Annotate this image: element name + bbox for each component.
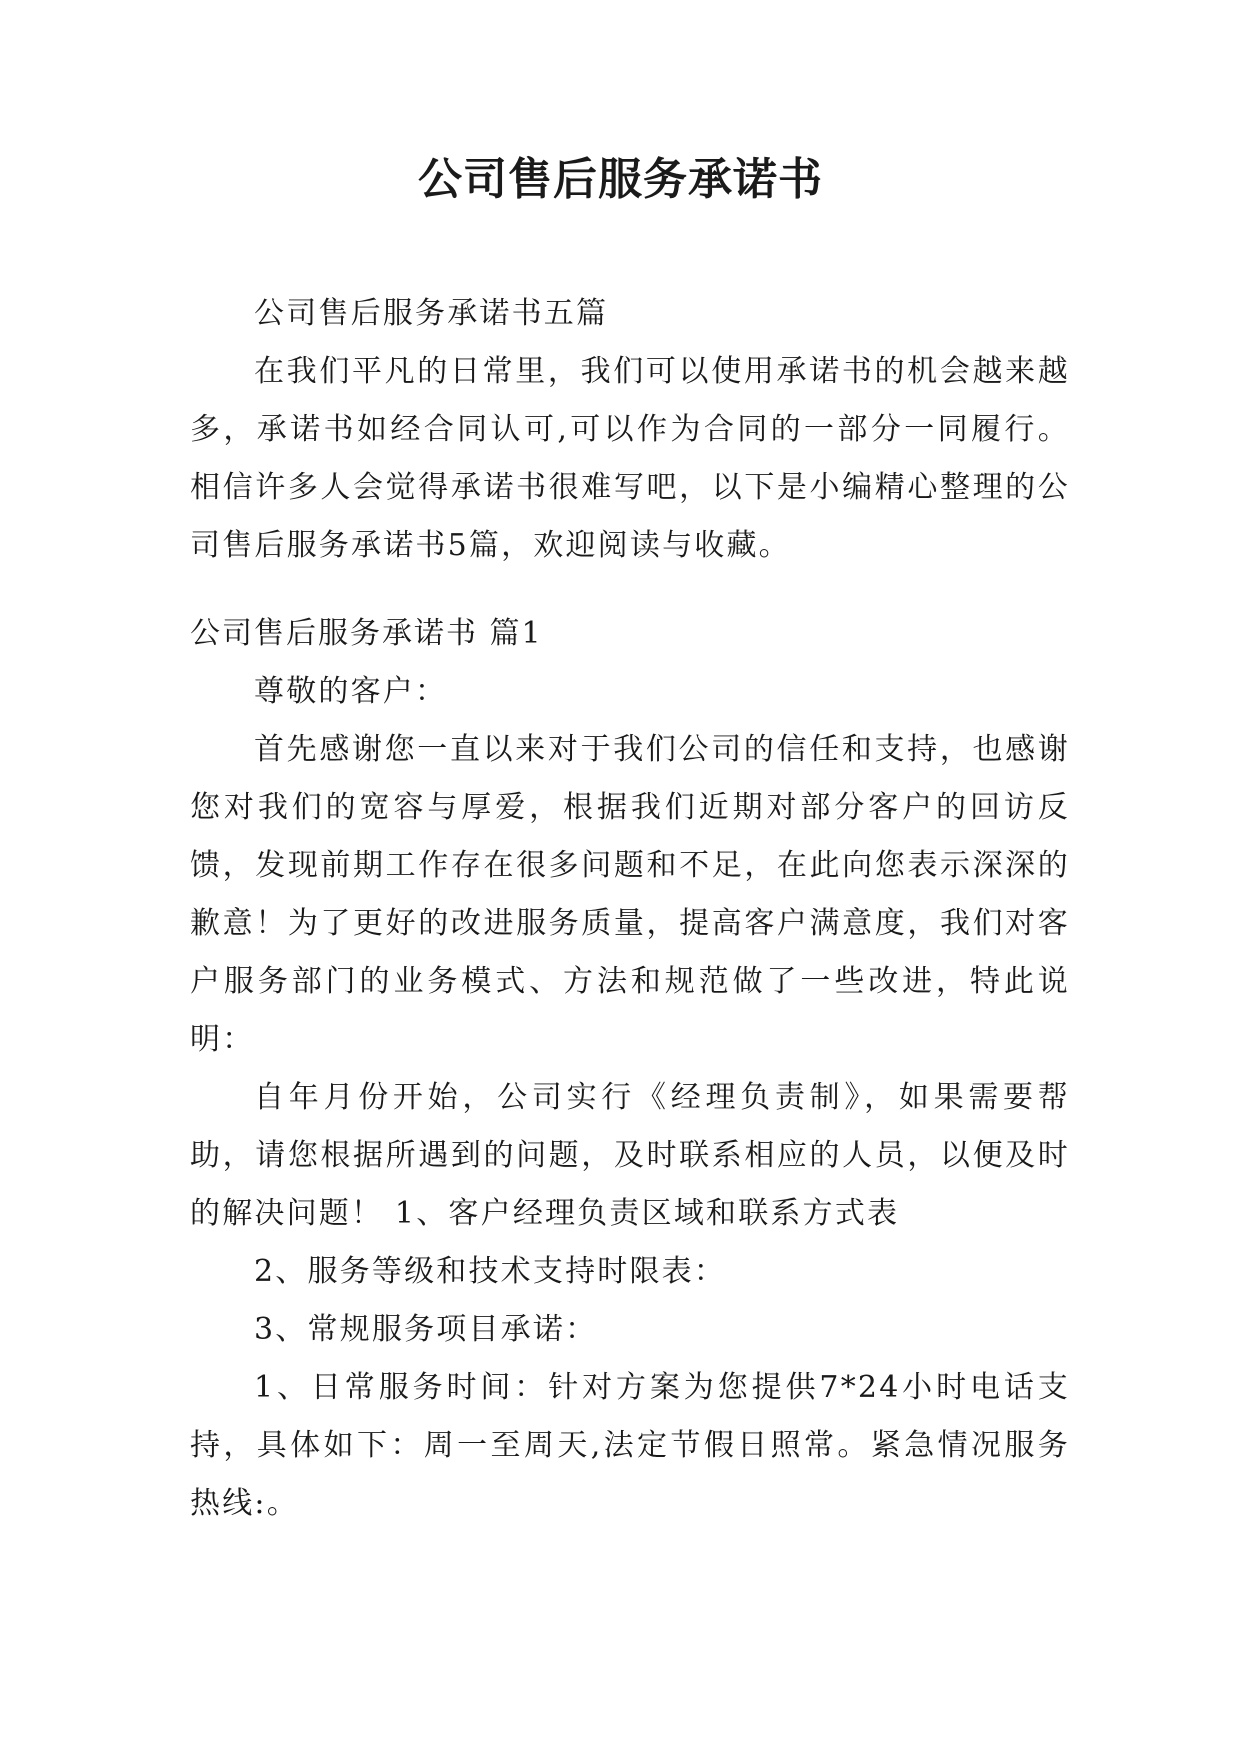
list-item: 1、日常服务时间：针对方案为您提供7*24小时电话支持，具体如下：周一至周天,法定节假日照常。紧急情况服务热线:。 xyxy=(190,1370,1070,1521)
document-body xyxy=(190,285,1070,1533)
intro-paragraph: 在我们平凡的日常里，我们可以使用承诺书的机会越来越多，承诺书如经合同认可,可以作为合同的一部分一同履行。相信许多人会觉得承诺书很难写吧，以下是小编精心整理的公司售后服务承诺书5篇，欢迎阅读与收藏。 xyxy=(190,354,1070,563)
body-paragraph: 首先感谢您一直以来对于我们公司的信任和支持，也感谢您对我们的宽容与厚爱，根据我们近期对部分客户的回访反馈，发现前期工作存在很多问题和不足，在此向您表示深深的歉意！为了更好的改进服务质量，提高客户满意度，我们对客户服务部门的业务模式、方法和规范做了一些改进，特此说明： xyxy=(190,732,1070,1057)
list-item: 2、服务等级和技术支持时限表： xyxy=(254,1254,727,1289)
section-heading: 公司售后服务承诺书 篇1 xyxy=(190,616,543,651)
salutation-paragraph: 尊敬的客户： xyxy=(254,674,448,709)
list-item: 3、常规服务项目承诺： xyxy=(254,1312,598,1347)
body-paragraph: 自年月份开始，公司实行《经理负责制》，如果需要帮助，请您根据所遇到的问题，及时联系相应的人员，以便及时的解决问题！ 1、客户经理负责区域和联系方式表 xyxy=(190,1080,1070,1231)
document-title: 公司售后服务承诺书 xyxy=(418,154,823,205)
subtitle-paragraph: 公司售后服务承诺书五篇 xyxy=(254,296,609,331)
